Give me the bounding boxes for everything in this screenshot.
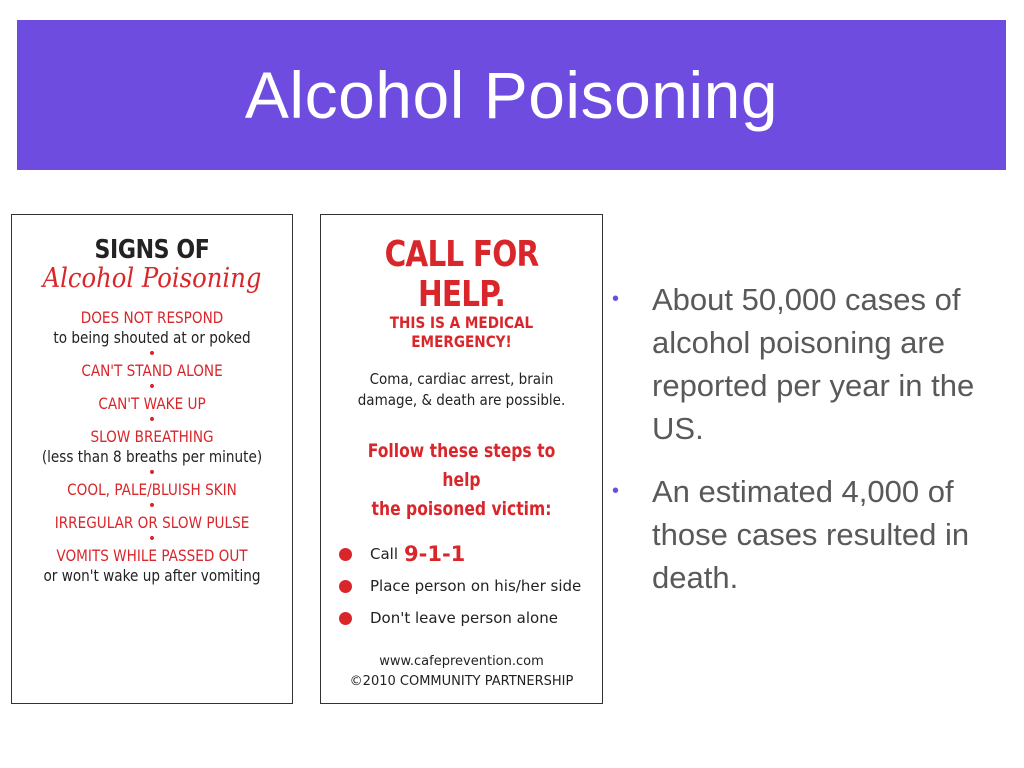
copyright-text: ©2010 COMMUNITY PARTNERSHIP xyxy=(349,674,574,689)
sign-item-detail: to being shouted at or poked xyxy=(53,328,251,347)
sign-separator: • xyxy=(147,346,157,362)
sign-item: CAN'T WAKE UP xyxy=(98,394,206,413)
bullet-item xyxy=(612,470,1017,599)
signs-list xyxy=(12,308,292,586)
step-item xyxy=(339,602,602,634)
bullet-item xyxy=(612,278,1017,450)
sign-item: IRREGULAR OR SLOW PULSE xyxy=(54,513,250,532)
call-for-help-card xyxy=(320,214,603,704)
sign-separator: • xyxy=(147,379,157,395)
signs-heading: SIGNS OF xyxy=(94,235,210,265)
bullet-text: An estimated 4,000 of those cases resulted in death. xyxy=(652,474,970,595)
sign-separator: • xyxy=(147,531,157,547)
follow-steps-heading xyxy=(346,437,576,524)
sign-item: CAN'T STAND ALONE xyxy=(81,361,223,380)
call-for-help-heading: CALL FOR HELP. xyxy=(384,234,539,315)
signs-subheading: Alcohol Poisoning xyxy=(42,263,262,294)
sign-separator: • xyxy=(147,412,157,428)
slide-title: Alcohol Poisoning xyxy=(244,58,779,132)
medical-emergency-subheading: THIS IS A MEDICAL EMERGENCY! xyxy=(389,313,534,351)
bullet-marker: • xyxy=(612,288,620,310)
sign-item: SLOW BREATHING xyxy=(90,427,214,446)
sign-item-detail: (less than 8 breaths per minute) xyxy=(41,447,263,466)
sign-item-detail: or won't wake up after vomiting xyxy=(43,566,261,585)
title-bar xyxy=(17,20,1006,170)
sign-separator: • xyxy=(147,498,157,514)
follow-line: the poisoned victim: xyxy=(371,498,552,520)
steps-list xyxy=(339,538,602,634)
warning-line: damage, & death are possible. xyxy=(357,391,566,409)
step-label: Place person on his/her side xyxy=(370,577,582,595)
sign-item: VOMITS WHILE PASSED OUT xyxy=(56,546,248,565)
red-dot-icon xyxy=(339,580,352,593)
bullet-marker: • xyxy=(612,480,620,502)
warning-text xyxy=(335,369,588,411)
sign-separator: • xyxy=(147,465,157,481)
sign-item: COOL, PALE/BLUISH SKIN xyxy=(67,480,237,499)
follow-line: Follow these steps to help xyxy=(367,440,556,491)
step-label: Don't leave person alone xyxy=(370,609,558,627)
red-dot-icon xyxy=(339,612,352,625)
sign-item: DOES NOT RESPOND xyxy=(80,308,224,327)
website-url: www.cafeprevention.com xyxy=(379,654,544,669)
warning-line: Coma, cardiac arrest, brain xyxy=(369,370,554,388)
step-call-label: Call xyxy=(370,545,399,563)
step-item xyxy=(339,570,602,602)
step-item xyxy=(339,538,602,570)
signs-card xyxy=(11,214,293,704)
red-dot-icon xyxy=(339,548,352,561)
bullet-text: About 50,000 cases of alcohol poisoning are reported per year in the US. xyxy=(652,282,975,446)
bullet-list xyxy=(612,278,1017,619)
emergency-number: 9-1-1 xyxy=(404,542,466,566)
